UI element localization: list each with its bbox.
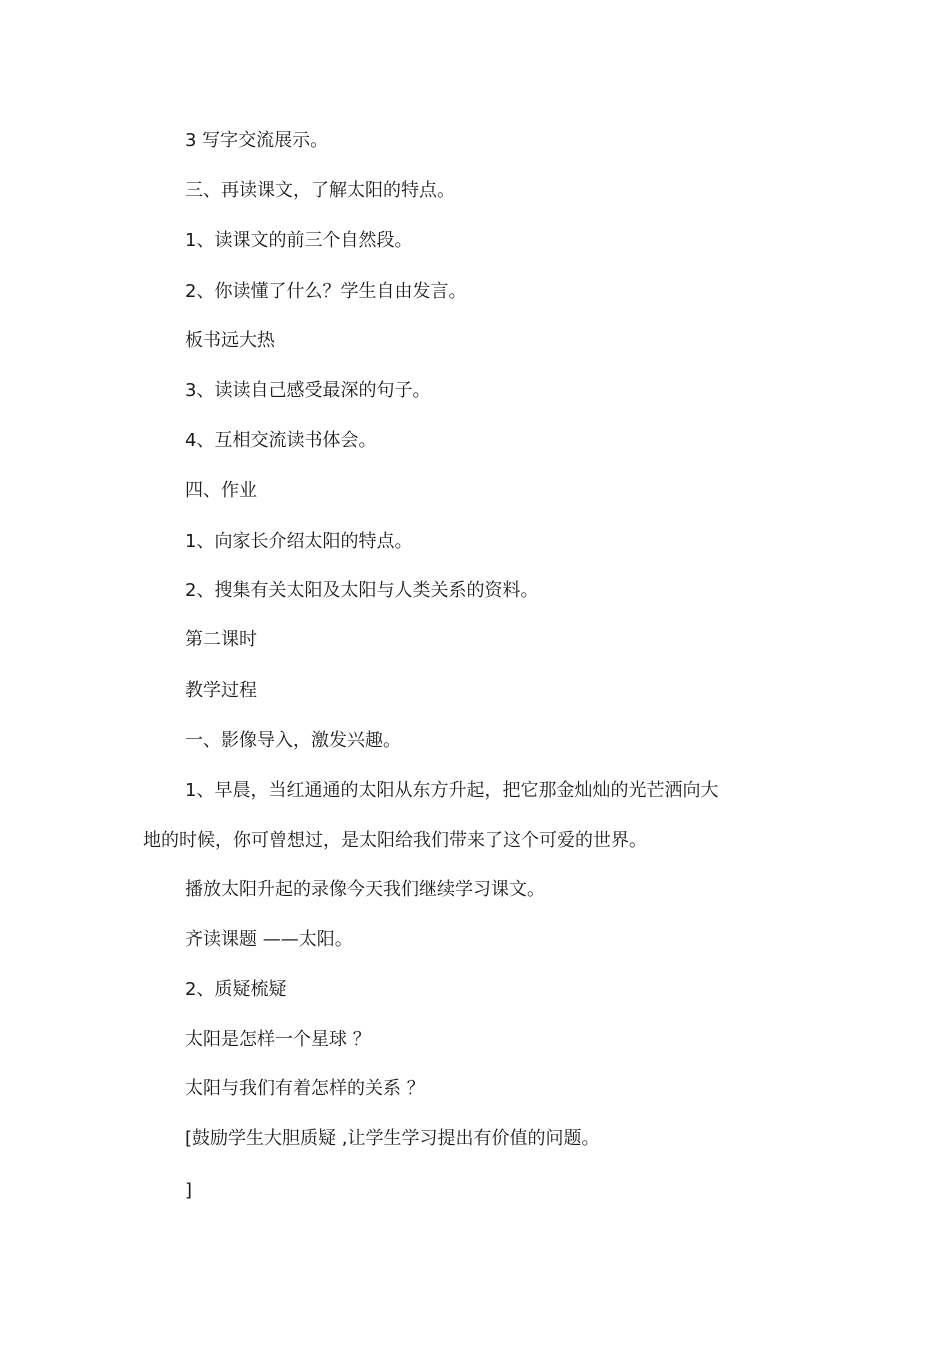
text-line: 3 写字交流展示。 xyxy=(185,130,329,151)
text-line: 播放太阳升起的录像今天我们继续学习课文。 xyxy=(185,879,545,900)
paragraph-line: 地的时候，你可曾想过，是太阳给我们带来了这个可爱的世界。 xyxy=(143,830,647,851)
question-line: 太阳是怎样一个星球 ？ xyxy=(185,1029,371,1050)
text-line: 2、你读懂了什么？学生自由发言。 xyxy=(185,281,467,302)
text-line: 1、向家长介绍太阳的特点。 xyxy=(185,531,413,552)
text-line: 1、读课文的前三个自然段。 xyxy=(185,230,413,251)
section-heading: 三、再读课文，了解太阳的特点。 xyxy=(185,180,455,201)
text-line: 2、搜集有关太阳及太阳与人类关系的资料。 xyxy=(185,580,539,601)
text-line: [鼓励学生大胆质疑 ,让学生学习提出有价值的问题。 xyxy=(185,1128,600,1149)
text-line: ] xyxy=(185,1180,193,1201)
text-line: 3、读读自己感受最深的句子。 xyxy=(185,380,431,401)
text-line: 2、质疑梳疑 xyxy=(185,979,287,1000)
section-heading: 一、影像导入，激发兴趣。 xyxy=(185,730,401,751)
text-line: 板书远大热 xyxy=(185,330,275,351)
question-line: 太阳与我们有着怎样的关系 ？ xyxy=(185,1078,425,1099)
lesson-heading: 第二课时 xyxy=(185,629,257,650)
text-line: 4、互相交流读书体会。 xyxy=(185,430,377,451)
text-line: 齐读课题 ——太阳。 xyxy=(185,929,353,950)
paragraph-line: 1、早晨，当红通通的太阳从东方升起，把它那金灿灿的光芒洒向大 xyxy=(185,780,719,801)
section-heading: 四、作业 xyxy=(185,480,257,501)
section-heading: 教学过程 xyxy=(185,680,257,701)
